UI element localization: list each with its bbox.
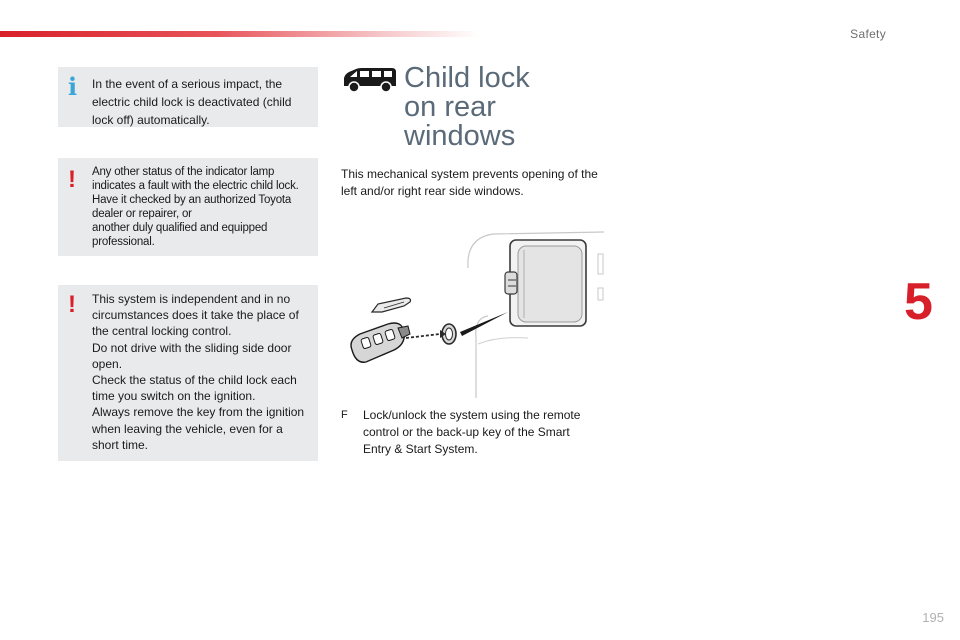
warning-box-independent — [58, 285, 318, 461]
chapter-number: 5 — [904, 273, 933, 331]
instruction-text: Lock/unlock the system using the remote control or the back-up key of the Smart Entry & Start System. — [363, 408, 581, 456]
warning-line: Any other status of the indicator lamp indicates a fault with the electric child lock. — [92, 166, 299, 192]
section-title: Safety — [850, 27, 886, 41]
page-number: 195 — [922, 610, 944, 625]
description: This mechanical system prevents opening of the left and/or right rear side windows. — [341, 167, 598, 198]
info-box — [58, 67, 318, 127]
warning-icon: ! — [68, 166, 76, 193]
title-line: Child lock — [404, 62, 530, 94]
warning-line: Have it checked by an authorized Toyota dealer or repairer, or — [92, 194, 292, 220]
info-text: In the event of a serious impact, the electric child lock is deactivated (child lock off) automatically. — [92, 77, 292, 127]
key-and-window-lock-illustration — [348, 228, 604, 398]
car-rear-window-icon — [340, 66, 398, 94]
page-title — [404, 64, 530, 151]
warning-box-fault — [58, 158, 318, 256]
warning-icon: ! — [68, 291, 76, 318]
warning-line: This system is independent and in no circumstances does it take the place of the central locking control. — [92, 292, 299, 339]
info-icon: i — [68, 72, 78, 101]
bullet-marker: F — [341, 409, 348, 421]
warning-line: Always remove the key from the ignition when leaving the vehicle, even for a short time. — [92, 405, 305, 452]
title-line: on rear — [404, 91, 496, 123]
warning-line: Do not drive with the sliding side door open. — [92, 340, 292, 371]
header-accent-bar — [0, 31, 480, 37]
warning-line: another duly qualified and equipped professional. — [92, 222, 268, 248]
warning-line: Check the status of the child lock each time you switch on the ignition. — [92, 373, 297, 404]
title-line: windows — [404, 120, 516, 152]
instruction-item — [341, 407, 601, 458]
